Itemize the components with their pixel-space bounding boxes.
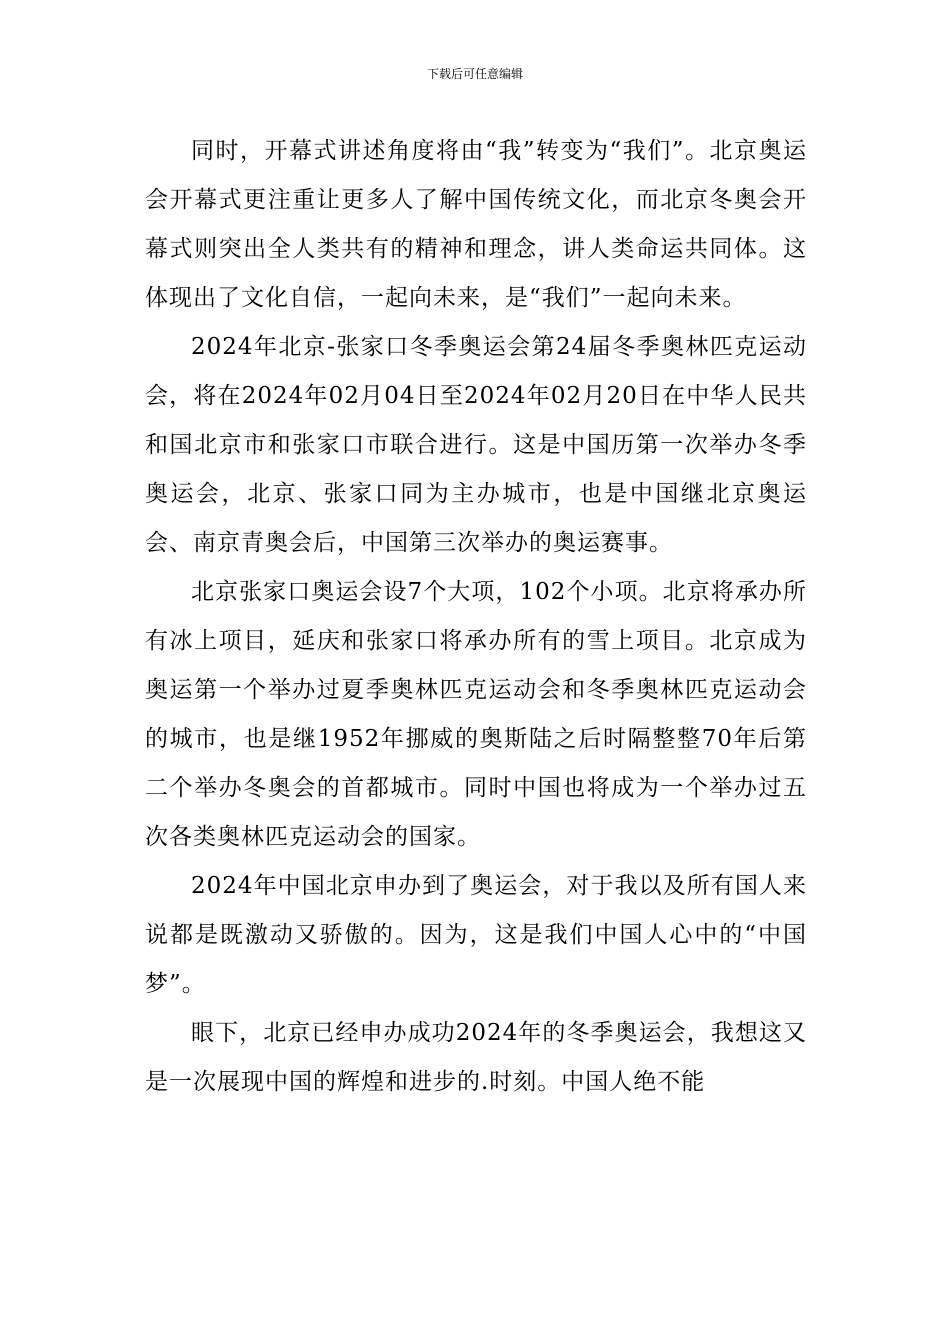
- paragraph-games-overview: 2024年北京-张家口冬季奥运会第24届冬季奥林匹克运动会，将在2024年02月04日至2024年02月20日在中华人民共和国北京市和张家口市联合进行。这是中国历第一次举办冬季奥运会，北京、张家口同为主办城市，也是中国继北京奥运会、南京青奥会后，中国第三次举办的奥运赛事。: [145, 334, 807, 556]
- paragraph-showcase: 眼下，北京已经申办成功2024年的冬季奥运会，我想这又是一次展现中国的辉煌和进步的.时刻。中国人绝不能: [145, 1020, 807, 1095]
- document-body: [145, 127, 807, 1107]
- paragraph-events: 北京张家口奥运会设7个大项，102个小项。北京将承办所有冰上项目，延庆和张家口将承办所有的雪上项目。北京成为奥运第一个举办过夏季奥林匹克运动会和冬季奥林匹克运动会的城市，也是继1952年挪威的奥斯陆之后时隔整整70年后第二个举办冬奥会的首都城市。同时中国也将成为一个举办过五次各类奥林匹克运动会的国家。: [145, 579, 807, 850]
- paragraph-china-dream: 2024年中国北京申办到了奥运会，对于我以及所有国人来说都是既激动又骄傲的。因为，这是我们中国人心中的“中国梦”。: [145, 873, 807, 997]
- page-header-note: 下载后可任意编辑: [426, 67, 523, 81]
- paragraph-opening-perspective: 同时，开幕式讲述角度将由“我”转变为“我们”。北京奥运会开幕式更注重让更多人了解中国传统文化，而北京冬奥会开幕式则突出全人类共有的精神和理念，讲人类命运共同体。这体现出了文化自信，一起向未来，是“我们”一起向未来。: [145, 138, 807, 311]
